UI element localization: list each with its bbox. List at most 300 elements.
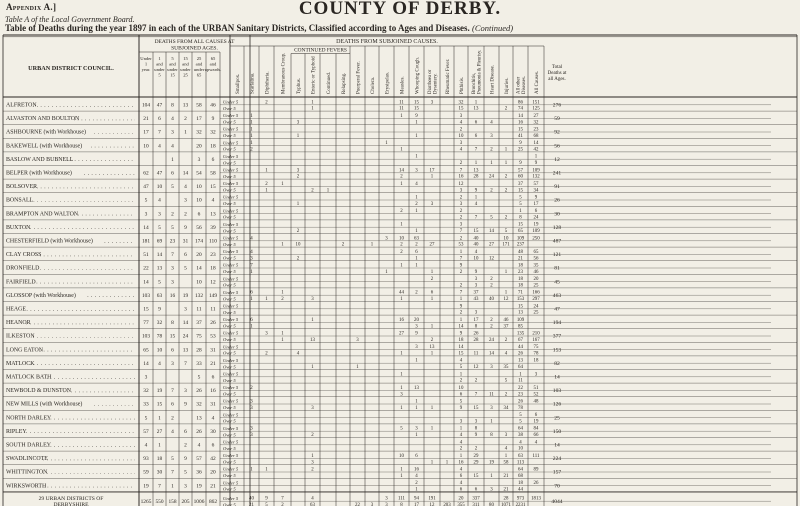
cause-value-over: 10 — [518, 446, 523, 452]
age-value: 6 — [158, 116, 161, 123]
cause-column-header: Heart Disease. — [490, 64, 496, 94]
cause-value-under: 10 — [503, 236, 509, 242]
total-value: 128 — [552, 224, 562, 231]
cause-value-under: 6 — [534, 209, 538, 215]
age-value: 3 — [171, 129, 174, 136]
age-value: 22 — [143, 265, 149, 272]
cause-value-over: 5 — [265, 503, 268, 506]
cause-value-under: 4 — [474, 249, 478, 255]
age-value: 65 — [143, 347, 149, 354]
age-value: 6 — [171, 347, 174, 354]
cause-value-under: 9 — [459, 263, 463, 269]
sub-label-under: Under 5 — [223, 480, 239, 486]
cause-value-over: 1 — [430, 351, 434, 357]
cause-value-over: 78 — [533, 351, 539, 357]
age-value: 59 — [143, 469, 149, 476]
age-value: 37 — [196, 320, 202, 327]
cause-value-under: 2 — [265, 100, 268, 106]
total-value: 91 — [554, 184, 560, 191]
sub-label-under: Under 5 — [223, 276, 239, 282]
cause-value-over: 22 — [355, 503, 360, 506]
cause-value-under: 2 — [400, 249, 403, 255]
cause-value-under: 1 — [400, 181, 403, 187]
age-value: 30 — [210, 428, 216, 435]
cause-value-over: 18 — [518, 283, 523, 289]
cause-value-over: 9 — [474, 433, 478, 439]
cause-column-header: Bronchitis, — [472, 72, 477, 94]
cause-value-over: 8 — [400, 503, 403, 506]
cause-column-header: Injuries. — [505, 77, 510, 94]
cause-value-over: 42 — [533, 147, 539, 153]
age-value: 5 — [197, 374, 201, 381]
age-value: 4 — [171, 116, 174, 123]
age-value: 20 — [210, 469, 216, 476]
cause-value-over: 16 — [458, 460, 464, 466]
cause-value-under: 1 — [459, 426, 463, 432]
total-value: 47 — [554, 306, 560, 313]
cause-value-over: 2 — [504, 188, 508, 194]
cause-value-under: 84 — [533, 426, 539, 432]
total-value: 14 — [554, 442, 560, 449]
cause-value-under: 2 — [250, 385, 253, 391]
sub-label-under: Under 5 — [223, 357, 239, 363]
cause-value-under: 4 — [250, 249, 253, 255]
cause-value-over: 37 — [503, 324, 509, 330]
cause-value-over: 24 — [489, 174, 494, 180]
cause-value-under: 37 — [473, 290, 479, 296]
cause-value-over: 14 — [458, 324, 464, 330]
cause-value-over: 32 — [533, 120, 539, 126]
age-value: 6 — [184, 428, 187, 435]
cause-value-under: 1 — [400, 263, 403, 269]
cause-value-under: 2 — [311, 467, 314, 473]
age-value: 31 — [210, 401, 216, 408]
sub-label-over: Over 5 — [223, 350, 236, 356]
cause-value-under: 14 — [458, 345, 464, 351]
cause-value-over: 2 — [311, 188, 314, 194]
cause-value-under: 16 — [414, 467, 419, 473]
age-value: 10 — [143, 143, 149, 150]
cause-value-over: 7 — [459, 229, 463, 235]
cause-value-over: 18 — [458, 337, 464, 343]
fevers-group-header: CONTINUED FEVERS — [294, 47, 347, 54]
cause-value-under: 4 — [459, 358, 463, 364]
cause-value-over: 74 — [518, 106, 523, 112]
cause-column-header: Total — [551, 65, 563, 70]
sub-label-over: Over 5 — [223, 502, 236, 506]
sub-label-over: Over 5 — [223, 364, 236, 370]
cause-value-over: 297 — [532, 297, 540, 303]
cause-value-under: 86 — [518, 100, 523, 106]
cause-value-over: 63 — [310, 503, 315, 506]
cause-value-under: 22 — [518, 385, 523, 391]
cause-value-over: 2 — [415, 201, 418, 207]
age-value: 39 — [210, 224, 216, 231]
cause-value-over: 65 — [518, 229, 523, 235]
age-value: 36 — [196, 469, 202, 476]
cause-value-under: 14 — [518, 113, 523, 119]
cause-value-over: 4 — [504, 351, 508, 357]
cause-value-over: 6 — [474, 120, 478, 126]
cause-value-over: 38 — [518, 433, 523, 439]
age-value: 19 — [143, 483, 149, 490]
district-name: NEW MILLS (with Workhouse) — [6, 401, 83, 408]
cause-value-under: 3 — [296, 168, 300, 174]
district-name: WHITTINGTON — [6, 469, 48, 476]
cause-value-under: 3 — [385, 236, 388, 242]
age-value: 5 — [144, 197, 148, 204]
cause-value-over: 3 — [250, 433, 253, 439]
cause-value-over: 1 — [250, 324, 253, 330]
age-value: 1 — [171, 156, 174, 163]
cause-value-under: 3 — [385, 496, 388, 502]
age-value: 46 — [210, 102, 216, 109]
district-name: ASHBOURNE (with Workhouse) — [6, 129, 86, 136]
cause-value-under: 75 — [533, 345, 539, 351]
cause-value-over: 2 — [265, 351, 268, 357]
age-value: 13 — [156, 265, 163, 272]
cause-value-under: 17 — [429, 168, 435, 174]
age-value: 10 — [196, 184, 202, 191]
cause-value-over: 6 — [459, 473, 463, 479]
cause-value-under: 2 — [400, 209, 403, 215]
cause-value-over: 2 — [430, 337, 434, 343]
age-value: 3 — [158, 211, 161, 218]
cause-value-over: 17 — [533, 201, 539, 207]
cause-value-over: 2 — [459, 378, 463, 384]
appendix-label: Appendix A.] — [6, 2, 57, 12]
district-name: MATLOCK BATH — [6, 374, 52, 381]
cause-column-header: All other — [516, 76, 522, 94]
cause-value-under: 15 — [518, 127, 523, 133]
age-value: 4 — [211, 197, 215, 204]
cause-value-over: 3 — [311, 460, 314, 466]
cause-value-over: 28 — [473, 174, 479, 180]
cause-value-over: 3 — [474, 310, 478, 316]
age-value: 14 — [182, 170, 189, 177]
age-value: 69 — [156, 238, 163, 245]
cause-value-over: 25 — [533, 283, 539, 289]
cause-column-header: Enteric or Typhoid — [311, 56, 317, 94]
age-value: 3 — [197, 156, 201, 163]
sub-label-over: Over 5 — [223, 269, 236, 275]
cause-value-over: 1 — [281, 337, 284, 343]
sub-label-over: Over 5 — [223, 323, 236, 329]
cause-value-over: 1 — [415, 487, 418, 493]
sub-label-under: Under 5 — [223, 317, 239, 323]
total-value: 26 — [554, 197, 560, 204]
sub-label-under: Under 5 — [223, 181, 239, 187]
cause-value-under: 3 — [250, 426, 253, 432]
cause-value-over: 2 — [459, 269, 463, 275]
cause-value-over: 1 — [400, 147, 403, 153]
cause-value-over: 2 — [296, 256, 300, 262]
age-value: 14 — [156, 252, 163, 259]
age-value: 1 — [171, 483, 174, 490]
sub-label-over: Over 5 — [223, 432, 236, 438]
age-value: 10 — [156, 347, 163, 354]
cause-value-under: 1 — [281, 331, 284, 337]
cause-value-under: 27 — [533, 113, 539, 119]
age-value: 5 — [144, 415, 148, 422]
cause-value-under: 48 — [533, 399, 539, 405]
age-value: 23 — [210, 252, 216, 259]
cause-value-under: 1 — [385, 141, 388, 147]
age-value: 10 — [156, 184, 163, 191]
age-value: 8 — [171, 102, 174, 109]
age-value: 158 — [168, 498, 177, 505]
age-value: 1006 — [193, 498, 205, 505]
district-name: GLOSSOP (with Workhouse) — [6, 292, 76, 299]
cause-value-over: 1 — [400, 473, 403, 479]
cause-value-under: 5 — [519, 195, 522, 201]
age-column-header: and — [209, 61, 217, 67]
table-heading-main: Table of Deaths during the year 1897 in each of the URBAN Sanitary Districts, Classified according to Ages and Diseases. — [5, 23, 470, 33]
age-value: 12 — [210, 279, 216, 286]
sub-label-under: Under 5 — [223, 99, 239, 105]
cause-value-over: 25 — [518, 147, 523, 153]
age-value: 26 — [196, 428, 202, 435]
cause-value-under: 64 — [518, 467, 523, 473]
cause-value-over: 46 — [533, 269, 539, 275]
cause-column-header: Typhus. — [297, 78, 302, 94]
age-value: 21 — [210, 360, 216, 367]
cause-column-header: All Causes. — [535, 70, 540, 94]
cause-value-under: 9 — [265, 496, 268, 502]
total-value: 81 — [554, 265, 560, 272]
age-value: 4 — [158, 360, 161, 367]
age-column-header: Under — [140, 56, 152, 61]
sub-label-over: Over 5 — [223, 309, 236, 315]
cause-value-over: 4 — [504, 446, 508, 452]
cause-value-under: 4 — [534, 440, 538, 446]
total-value: 121 — [552, 252, 562, 259]
cause-value-under: 1 — [400, 385, 403, 391]
cause-value-over: 1 — [430, 297, 434, 303]
cause-value-over: 2 — [459, 215, 463, 221]
cause-value-under: 2 — [415, 481, 418, 487]
sub-label-under: Under 5 — [223, 235, 239, 241]
cause-value-over: 3 — [400, 392, 403, 398]
sub-label-under: Under 5 — [223, 466, 239, 472]
age-value: 32 — [196, 401, 202, 408]
age-value: 3 — [171, 279, 174, 286]
total-value: 56 — [554, 143, 560, 150]
cause-value-under: 3 — [474, 277, 478, 283]
cause-value-over: 1 — [430, 460, 434, 466]
cause-value-under: 44 — [399, 290, 404, 296]
causes-group-header: DEATHS FROM SUBJOINED CAUSES. — [336, 39, 438, 45]
cause-value-over: 3 — [250, 405, 253, 411]
age-column-header: 25 — [196, 56, 202, 61]
cause-value-over: 1 — [356, 365, 359, 371]
age-value: 3 — [171, 265, 174, 272]
ages-group-header: DEATHS FROM ALL CAUSES AT — [154, 39, 235, 45]
age-value: 13 — [182, 102, 189, 109]
cause-value-under: 111 — [398, 496, 405, 502]
cause-value-over: 1 — [504, 147, 508, 153]
cause-value-under: 40 — [473, 236, 479, 242]
age-value: 13 — [210, 211, 216, 218]
cause-value-over: 11 — [489, 392, 494, 398]
cause-value-under: 1 — [415, 209, 418, 215]
cause-value-under: 6 — [430, 290, 434, 296]
cause-value-under: 16 — [399, 317, 404, 323]
cause-value-over: 12 — [473, 365, 479, 371]
age-value: 3 — [184, 197, 187, 204]
cause-value-over: 78 — [518, 405, 523, 411]
cause-column-header: Scarlatina. — [250, 72, 256, 94]
cause-value-over: 67 — [518, 337, 523, 343]
cause-value-over: 43 — [473, 297, 479, 303]
cause-value-under: 10 — [399, 453, 404, 459]
cause-value-over: 29 — [473, 460, 479, 466]
cause-value-over: 1 — [326, 188, 330, 194]
district-name: BELPER (with Workhouse) — [6, 170, 72, 177]
age-value: 23 — [169, 238, 176, 245]
cause-column-header: Deaths at — [547, 71, 567, 76]
cause-value-over: 19 — [489, 460, 494, 466]
cause-value-over: 5 — [519, 201, 522, 207]
age-value: 7 — [158, 129, 161, 136]
cause-value-under: 3 — [265, 331, 268, 337]
age-value: 14 — [182, 320, 189, 327]
district-name: FAIRFIELD — [6, 279, 36, 286]
age-value: 16 — [210, 388, 216, 395]
cause-value-over: 12 — [503, 297, 509, 303]
cause-value-under: 7 — [281, 496, 284, 502]
age-column-header: 1 — [158, 56, 161, 61]
total-value: 70 — [554, 483, 560, 490]
cause-value-under: 3 — [415, 345, 418, 351]
cause-value-under: 35 — [533, 263, 539, 269]
age-value: 63 — [156, 292, 163, 299]
age-value: 9 — [211, 116, 215, 123]
sub-label-under: Under 5 — [223, 425, 239, 431]
cause-column-header: Rheumatic Fever. — [446, 58, 451, 94]
age-value: 33 — [196, 360, 202, 367]
age-value: 103 — [141, 333, 151, 340]
cause-value-under: 1 — [415, 358, 418, 364]
cause-column-header: Erysipelas. — [385, 71, 391, 94]
age-value: 862 — [208, 498, 218, 505]
cause-value-over: 3 — [250, 256, 253, 262]
cause-value-over: 1 — [400, 297, 403, 303]
cause-value-over: 3 — [490, 405, 493, 411]
cause-value-over: 41 — [518, 133, 523, 139]
sub-label-under: Under 5 — [223, 194, 239, 200]
sub-label-under: Under 5 — [223, 453, 239, 459]
cause-value-over: 1 — [430, 269, 434, 275]
cause-value-over: 5 — [504, 229, 508, 235]
cause-value-under: 18 — [518, 277, 523, 283]
age-value: 57 — [196, 456, 202, 463]
age-value: 4 — [184, 184, 187, 191]
age-value: 3 — [184, 483, 187, 490]
age-value: 9 — [158, 306, 161, 313]
cause-value-over: 3 — [430, 201, 434, 207]
cause-value-under: 2 — [265, 181, 268, 187]
cause-value-over: 3 — [311, 405, 314, 411]
cause-value-under: 9 — [459, 331, 463, 337]
cause-value-over: 85 — [518, 324, 523, 330]
age-value: 31 — [210, 347, 216, 354]
cause-value-over: 1 — [415, 256, 418, 262]
age-value: 103 — [141, 292, 151, 299]
district-name: DRONFIELD — [6, 265, 40, 272]
sub-label-over: Over 5 — [223, 201, 236, 207]
age-value: 53 — [210, 333, 216, 340]
cause-value-over: 24 — [489, 337, 494, 343]
cause-column-header: Whooping Cough. — [415, 57, 421, 94]
cause-value-over: 58 — [503, 460, 509, 466]
age-value: 2 — [171, 211, 174, 218]
total-value: 276 — [552, 102, 562, 109]
cause-value-under: 7 — [250, 263, 253, 269]
cause-value-under: 6 — [250, 290, 253, 296]
cause-value-over: 1 — [370, 242, 374, 248]
cause-value-under: 1813 — [531, 496, 541, 502]
cause-value-over: 2 — [474, 378, 478, 384]
sub-label-over: Over 5 — [223, 296, 236, 302]
age-value: 93 — [143, 456, 149, 463]
cause-value-under: 6 — [534, 413, 538, 419]
age-value: 6 — [171, 170, 174, 177]
age-value: 5 — [171, 224, 174, 231]
cause-column-header: all Ages. — [548, 77, 566, 82]
sub-label-under: Under 5 — [223, 371, 239, 377]
age-value: 32 — [196, 129, 202, 136]
cause-value-over: 1 — [490, 473, 493, 479]
cause-value-under: 2 — [459, 236, 463, 242]
cause-value-over: 53 — [458, 242, 464, 248]
total-value: 126 — [552, 401, 562, 408]
cause-column-header: Continued. — [327, 71, 332, 94]
cause-value-over: 2 — [459, 283, 463, 289]
cause-value-under: 1 — [265, 467, 268, 473]
cause-value-under: 13 — [414, 385, 419, 391]
cause-value-under: 46 — [503, 317, 509, 323]
cause-value-over: 2 — [400, 242, 403, 248]
cause-value-over: 3 — [415, 324, 418, 330]
cause-value-under: 63 — [518, 453, 523, 459]
age-column-header: 1 — [144, 61, 148, 67]
sub-label-under: Under 5 — [223, 262, 239, 268]
cause-value-under: 18 — [518, 481, 523, 487]
sub-label-over: Over 5 — [223, 173, 236, 179]
cause-value-over: 113 — [516, 460, 525, 466]
cause-value-under: 19 — [533, 222, 539, 228]
cause-value-over: 68 — [518, 473, 523, 479]
age-value: 54 — [196, 170, 202, 177]
cause-value-under: 1 — [415, 263, 418, 269]
cause-value-under: 4 — [415, 181, 418, 187]
district-name: SOUTH DARLEY — [6, 442, 51, 449]
age-value: 20 — [196, 252, 202, 259]
cause-value-over: 311 — [472, 503, 480, 506]
age-value: 21 — [143, 116, 149, 123]
cause-value-over: 1 — [415, 229, 418, 235]
cause-column-header: Diarrhoea or — [428, 69, 433, 94]
age-value: 110 — [209, 238, 217, 245]
age-value: 104 — [141, 102, 151, 109]
cause-value-over: 1 — [265, 188, 268, 194]
total-value: 463 — [552, 292, 562, 299]
cause-value-over: 7 — [459, 256, 463, 262]
age-column-header: and — [169, 61, 176, 67]
cause-value-under: 191 — [428, 496, 436, 502]
age-value: 28 — [196, 347, 202, 354]
